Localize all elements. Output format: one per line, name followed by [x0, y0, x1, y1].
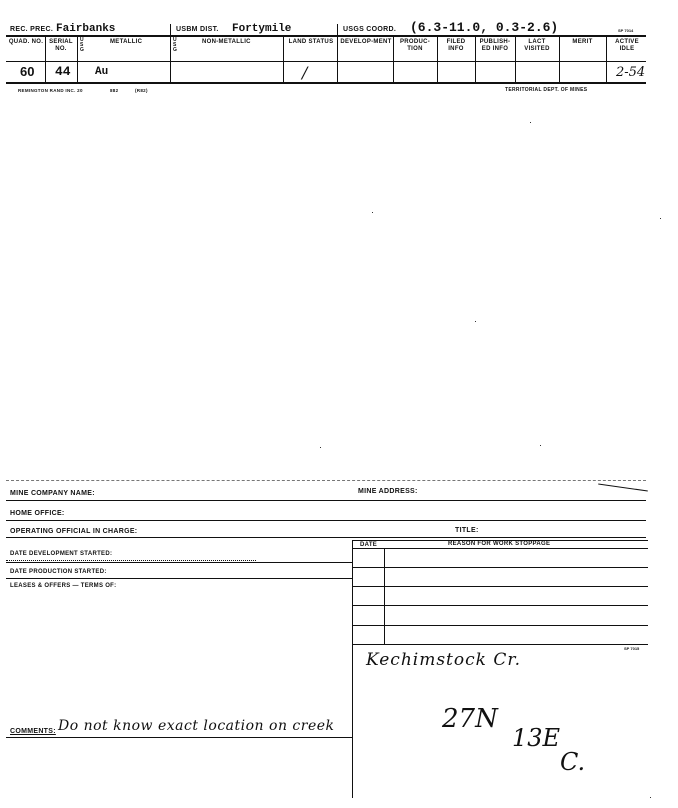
mine-company-label: MINE COMPANY NAME: — [10, 490, 95, 497]
scan-speck — [372, 212, 373, 213]
card-edge-corner — [598, 484, 648, 492]
divider — [384, 548, 385, 644]
col-serial-no: SERIAL NO. — [49, 39, 73, 52]
divider — [606, 36, 607, 82]
rec-prec-value: Fairbanks — [56, 23, 116, 35]
scan-speck — [320, 447, 321, 448]
col-non-metallic: NON-METALLIC — [202, 39, 251, 45]
handwritten-location: Kechimstock Cr. — [366, 650, 522, 670]
scan-speck — [530, 122, 531, 123]
col-active-idle: ACTIVE IDLE — [615, 39, 639, 52]
col-published-info: PUBLISH-ED INFO — [479, 39, 511, 52]
date-column-header: DATE — [360, 542, 378, 548]
rule — [352, 567, 648, 568]
rule — [352, 625, 648, 626]
usgs-coord-value: (6.3-11.0, 0.3-2.6) — [410, 20, 559, 35]
metallic-value: Au — [95, 66, 109, 78]
rule — [6, 560, 256, 561]
col-production: PRODUC-TION — [399, 39, 431, 52]
rule — [352, 548, 648, 549]
quad-no-value: 60 — [20, 64, 35, 79]
serial-no-value: 44 — [55, 64, 71, 79]
card-edge-top — [6, 480, 646, 481]
col-quad-no: QUAD. NO. — [8, 39, 44, 45]
land-status-mark: / — [302, 63, 308, 82]
footer-code: 882 — [110, 88, 119, 93]
date-production-label: DATE PRODUCTION STARTED: — [10, 569, 107, 575]
col-usg-nonmetallic: U S G — [173, 37, 178, 53]
comments-value: Do not know exact location on creek — [58, 718, 335, 734]
col-merit: MERIT — [572, 39, 593, 45]
scan-speck — [475, 321, 476, 322]
scan-speck — [650, 797, 651, 798]
divider — [283, 36, 284, 82]
leases-label: LEASES & OFFERS — TERMS OF: — [10, 583, 117, 589]
rule — [6, 578, 352, 579]
usbm-dist-value: Fortymile — [232, 23, 292, 35]
col-filed-info: FILED INFO — [446, 39, 466, 52]
rule — [6, 500, 646, 501]
usgs-coord-label: USGS COORD. — [343, 26, 397, 33]
handwritten-coords-line-3: C. — [560, 748, 586, 776]
rule — [6, 537, 646, 538]
rule — [352, 586, 648, 587]
col-last-visited: LACT VISITED — [524, 39, 550, 52]
col-usg-metallic: U S G — [80, 37, 85, 53]
form-number: SP 7015 — [624, 646, 640, 651]
handwritten-coords-line-2: 13E — [512, 724, 561, 752]
scan-speck — [540, 445, 541, 446]
title-label: TITLE: — [455, 527, 479, 534]
footer-right: TERRITORIAL DEPT. OF MINES — [505, 87, 588, 93]
rule — [352, 644, 648, 645]
col-development: DEVELOP-MENT — [340, 39, 392, 45]
date-development-label: DATE DEVELOPMENT STARTED: — [10, 551, 113, 557]
rule — [352, 605, 648, 606]
home-office-label: HOME OFFICE: — [10, 510, 65, 517]
footer-paren: (R82) — [135, 88, 148, 93]
divider — [352, 540, 353, 798]
footer-left: REMINGTON RAND INC. 20 — [18, 88, 83, 93]
handwritten-coords-line-1: 27N — [442, 704, 498, 734]
divider — [77, 36, 78, 82]
col-metallic: METALLIC — [110, 39, 143, 45]
rule — [6, 520, 646, 521]
divider — [170, 24, 171, 82]
top-card-border-bottom — [6, 82, 646, 84]
col-land-status: LAND STATUS — [288, 39, 334, 45]
operating-official-label: OPERATING OFFICIAL IN CHARGE: — [10, 528, 138, 535]
comments-label: COMMENTS: — [10, 728, 56, 735]
rule — [6, 562, 352, 563]
divider — [337, 24, 338, 82]
mine-address-label: MINE ADDRESS: — [358, 488, 418, 495]
top-card-border-top-2 — [6, 36, 646, 37]
rec-prec-label: REC. PREC. — [10, 26, 54, 33]
header-row-rule — [6, 61, 646, 62]
reason-column-header: REASON FOR WORK STOPPAGE — [448, 541, 551, 547]
usbm-dist-label: USBM DIST. — [176, 26, 219, 33]
rule — [6, 737, 352, 738]
scan-speck — [660, 218, 661, 219]
active-idle-value: 2-54 — [616, 65, 646, 80]
form-number: SP 7014 — [618, 28, 634, 33]
